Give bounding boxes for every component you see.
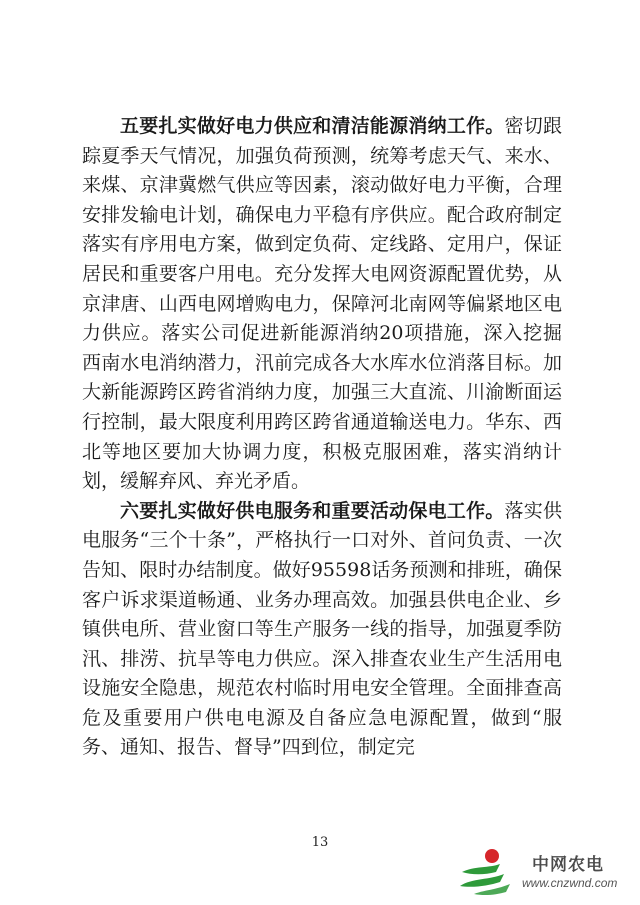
document-body bbox=[82, 112, 562, 763]
paragraph-lead: 六要扎实做好供电服务和重要活动保电工作。 bbox=[120, 499, 505, 522]
watermark-url: www.cnzwnd.com bbox=[522, 876, 618, 890]
cnzwnd-logo-icon bbox=[456, 846, 516, 898]
paragraph-text: 落实供电服务“三个十条”，严格执行一口对外、首问负责、一次告知、限时办结制度。做好95598话务预测和排班，确保客户诉求渠道畅通、业务办理高效。加强县供电企业、乡镇供电所、营业窗口等生产服务一线的指导，加强夏季防汛、排涝、抗旱等电力供应。深入排查农业生产生活用电设施安全隐患，规范农村临时用电安全管理。全面排查高危及重要用户供电电源及自备应急电源配置，做到“服务、通知、报告、督导”四到位，制定完 bbox=[82, 499, 562, 759]
watermark-title: 中网农电 bbox=[532, 855, 604, 875]
paragraph-section-5 bbox=[82, 112, 562, 497]
paragraph-lead: 五要扎实做好电力供应和清洁能源消纳工作。 bbox=[120, 115, 505, 137]
page-number: 13 bbox=[311, 835, 329, 850]
paragraph-section-6 bbox=[82, 497, 562, 763]
watermark bbox=[456, 840, 640, 905]
paragraph-text: 密切跟踪夏季天气情况，加强负荷预测，统筹考虑天气、来水、来煤、京津冀燃气供应等因素，滚动做好电力平衡，合理安排发输电计划，确保电力平稳有序供应。配合政府制定落实有序用电方案，做到定负荷、定线路、定用户，保证居民和重要客户用电。充分发挥大电网资源配置优势，从京津唐、山西电网增购电力，保障河北南网等偏紧地区电力供应。落实公司促进新能源消纳20项措施，深入挖掘西南水电消纳潜力，汛前完成各大水库水位消落目标。加大新能源跨区跨省消纳力度，加强三大直流、川渝断面运行控制，最大限度利用跨区跨省通道输送电力。华东、西北等地区要加大协调力度，积极克服困难，落实消纳计划，缓解弃风、弃光矛盾。 bbox=[82, 115, 562, 493]
